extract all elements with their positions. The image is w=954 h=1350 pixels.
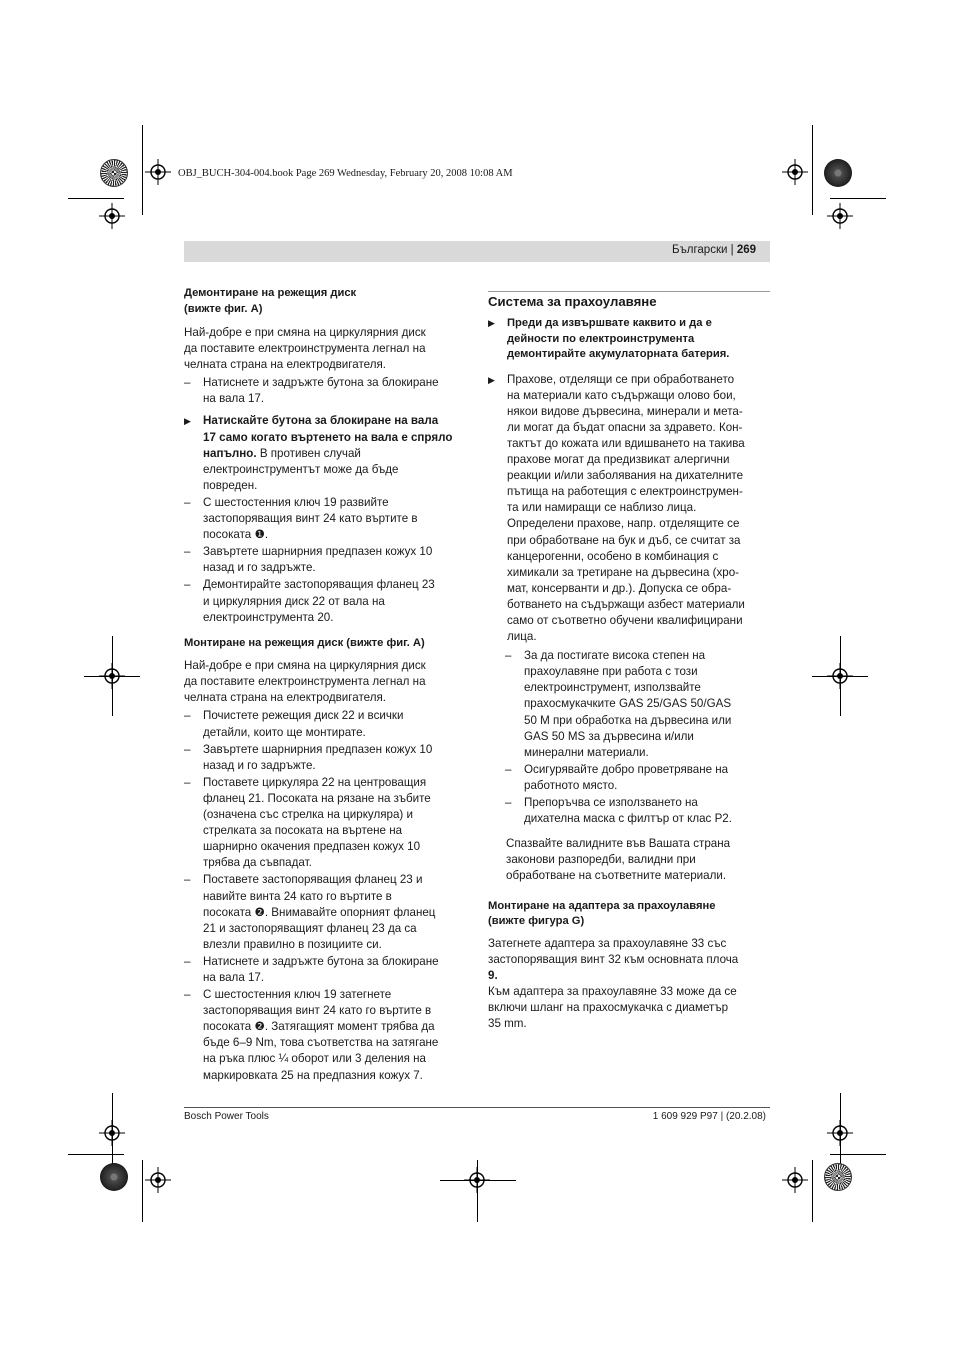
page-number: 269 bbox=[736, 244, 756, 256]
adapter-paragraph bbox=[488, 936, 772, 1033]
list-item-text bbox=[203, 872, 469, 952]
text-line: (означена със стрелка на циркуляра) и bbox=[203, 808, 413, 822]
text-line: обработване на съответните материали. bbox=[506, 869, 727, 883]
footer-rule bbox=[184, 1107, 770, 1108]
text-line: В противен случай bbox=[259, 446, 361, 460]
text-line: прахосмукачките GAS 25/GAS 50/GAS bbox=[524, 697, 732, 711]
list-item bbox=[184, 375, 469, 407]
text-line: посоката ❶. bbox=[203, 528, 269, 542]
text-line: 21 и застопоряващият фланец 23 да са bbox=[203, 921, 417, 935]
text-line: демонтирайте акумулаторната батерия. bbox=[507, 348, 730, 361]
text-line: Преди да извършвате каквито и да е bbox=[507, 317, 712, 330]
text-line: на материали като съдържащи олово бои, bbox=[507, 388, 736, 402]
header-separator: | bbox=[730, 244, 734, 256]
text-line: Препоръчва се използването на bbox=[524, 796, 698, 810]
text-line: ли могат да бъдат опасни за здравето. Кон- bbox=[507, 420, 743, 434]
crop-mark bbox=[830, 198, 886, 199]
text-line: Натискайте бутона за блокиране на вала bbox=[203, 414, 439, 428]
text-line: GAS 50 MS за дървесина и/или bbox=[524, 729, 694, 743]
list-item bbox=[184, 544, 469, 576]
text-line: Демонтирайте застопоряващия фланец 23 bbox=[203, 578, 435, 592]
text-line: тактът до кожата или вдишването на такива bbox=[507, 436, 745, 450]
registration-rosette-icon bbox=[824, 159, 852, 187]
section-heading-dismount bbox=[184, 286, 469, 317]
dash-marker: – bbox=[184, 709, 191, 723]
list-item bbox=[184, 495, 469, 543]
text-line: назад и го задръжте. bbox=[203, 758, 316, 772]
print-info-line: OBJ_BUCH-304-004.book Page 269 Wednesday, February 20, 2008 10:08 AM bbox=[178, 168, 513, 179]
warning-text bbox=[507, 372, 772, 646]
text-line: Почистете режещия диск 22 и всички bbox=[203, 709, 404, 723]
text-line: химикали за третиране на дървесина (хро- bbox=[507, 565, 740, 579]
text-line: да поставите електроинструмента легнал на bbox=[184, 675, 426, 689]
text-line: дихателна маска с филтър от клас P2. bbox=[524, 812, 732, 826]
registration-target-icon bbox=[99, 203, 125, 229]
text-line: 50 M при обработка на дървесина или bbox=[524, 713, 732, 727]
triangle-bullet-icon: ▶ bbox=[488, 374, 495, 385]
text-line: детайли, които ще монтирате. bbox=[203, 725, 366, 739]
registration-target-icon bbox=[782, 159, 808, 185]
registration-target-icon bbox=[827, 203, 853, 229]
text-line: Натиснете и задръжте бутона за блокиране bbox=[203, 376, 439, 390]
text-line: Спазвайте валидните във Вашата страна bbox=[506, 837, 731, 851]
text-line: С шестостенния ключ 19 затегнете bbox=[203, 988, 392, 1002]
crop-mark bbox=[68, 198, 124, 199]
text-line: Осигурявайте добро проветряване на bbox=[524, 762, 729, 776]
registration-rosette-icon bbox=[824, 1163, 852, 1191]
dash-marker: – bbox=[184, 545, 191, 559]
crop-mark bbox=[142, 125, 143, 215]
warning-text bbox=[203, 413, 469, 493]
registration-target-icon bbox=[827, 1120, 853, 1146]
list-item-text bbox=[203, 375, 469, 407]
triangle-bullet-icon: ▶ bbox=[184, 416, 191, 427]
right-column bbox=[488, 294, 772, 1032]
text-line: пътища на работещия с електроинструмен- bbox=[507, 485, 743, 499]
text-line: на ръка плюс ¼ оборот или 3 деления на bbox=[203, 1052, 426, 1066]
text-line: прахове могат да предизвикат алергични bbox=[507, 453, 730, 467]
text-line: Завъртете шарнирния предпазен кожух 10 bbox=[203, 742, 433, 756]
text-line: Завъртете шарнирния предпазен кожух 10 bbox=[203, 545, 433, 559]
heading-line: Демонтиране на режещия диск bbox=[184, 287, 357, 299]
section-rule bbox=[488, 291, 770, 292]
crop-mark bbox=[812, 1160, 813, 1222]
text-line: посоката ❷. Внимавайте опорният фланец bbox=[203, 905, 436, 919]
text-line: електроинструмента 20. bbox=[203, 610, 334, 624]
text-line: С шестостенния ключ 19 развийте bbox=[203, 495, 389, 509]
dash-marker: – bbox=[184, 988, 191, 1002]
registration-target-icon bbox=[145, 159, 171, 185]
warning-item bbox=[184, 413, 469, 493]
text-line: някои видове дървесина, минерали и мета- bbox=[507, 404, 743, 418]
text-line: бъде 6–9 Nm, това съответства на затягане bbox=[203, 1036, 439, 1050]
registration-rosette-icon bbox=[100, 159, 128, 187]
paragraph-intro bbox=[184, 325, 469, 373]
left-column bbox=[184, 286, 469, 1084]
text-line: електроинструментът може да бъде bbox=[203, 462, 399, 476]
list-item bbox=[184, 742, 469, 774]
warning-item bbox=[488, 372, 772, 646]
list-item bbox=[184, 954, 469, 986]
text-line: маркировката 25 на предпазния кожух 7. bbox=[203, 1068, 423, 1082]
list-item bbox=[184, 708, 469, 740]
text-line: минерални материали. bbox=[524, 745, 649, 759]
text-line: прахоулавяне при работа с този bbox=[524, 665, 698, 679]
list-item bbox=[505, 795, 772, 827]
crop-mark bbox=[68, 1154, 124, 1155]
warning-text bbox=[507, 316, 772, 363]
text-line: застопоряващия винт 24 като го въртите в bbox=[203, 1004, 432, 1018]
registration-rosette-icon bbox=[100, 1163, 128, 1191]
list-item-text bbox=[203, 775, 469, 872]
text-line: застопоряващия винт 24 като въртите в bbox=[203, 512, 418, 526]
text-line: и циркулярния диск 22 от вала на bbox=[203, 594, 385, 608]
dash-marker: – bbox=[184, 775, 191, 789]
text-line: назад и го задръжте. bbox=[203, 561, 316, 575]
text-line: Затегнете адаптера за прахоулавяне 33 със bbox=[488, 936, 727, 950]
section-heading-mount: Монтиране на режещия диск (вижте фиг. A) bbox=[184, 636, 425, 649]
dash-marker: – bbox=[184, 742, 191, 756]
heading-line: (вижте фигура G) bbox=[488, 915, 585, 927]
list-item-text bbox=[203, 577, 469, 625]
list-item-text bbox=[203, 544, 469, 576]
dash-marker: – bbox=[184, 954, 191, 968]
list-item-text bbox=[524, 648, 772, 761]
text-line: на вала 17. bbox=[203, 970, 265, 984]
text-line: работното място. bbox=[524, 778, 618, 792]
registration-target-icon bbox=[827, 663, 853, 689]
text-line: при обработване на бук и дъб, се считат за bbox=[507, 533, 741, 547]
text-line: шарнирно окачения предпазен кожух 10 bbox=[203, 840, 421, 854]
text-line: да поставите електроинструмента легнал на bbox=[184, 342, 426, 356]
registration-target-icon bbox=[464, 1167, 490, 1193]
text-line: законови разпоредби, валидни при bbox=[506, 853, 696, 867]
footer-doc-number: 1 609 929 P97 | (20.2.08) bbox=[652, 1111, 766, 1122]
text-line: фланец 21. Посоката на рязане на зъбите bbox=[203, 791, 431, 805]
text-line: електроинструмент, използвайте bbox=[524, 681, 701, 695]
text-line: челната страна на електродвигателя. bbox=[184, 691, 386, 705]
text-line: мат, консерванти и др.). Допуска се обра- bbox=[507, 581, 732, 595]
text-line: та или намиращи се наблизо лица. bbox=[507, 501, 697, 515]
dash-marker: – bbox=[505, 649, 512, 663]
text-line: Определени прахове, напр. отделящите се bbox=[507, 517, 740, 531]
list-item-text bbox=[203, 954, 469, 986]
section-title-dust: Система за прахоулавяне bbox=[488, 294, 657, 309]
text-line: 17 само когато въртенето на вала е спряло bbox=[203, 430, 453, 444]
text-line: включи шланг на прахосмукачка с диаметър bbox=[488, 1000, 729, 1014]
list-item bbox=[184, 775, 469, 872]
text-line: стрелката за посоката на въртене на bbox=[203, 824, 403, 838]
list-item-text bbox=[203, 495, 469, 543]
heading-line: (вижте фиг. A) bbox=[184, 302, 263, 315]
section-heading-adapter bbox=[488, 899, 772, 930]
list-item bbox=[505, 762, 772, 794]
registration-target-icon bbox=[782, 1167, 808, 1193]
text-line: Към адаптера за прахоулавяне 33 може да се bbox=[488, 984, 737, 998]
text-line: ботването на съдържащи азбест материали bbox=[507, 597, 745, 611]
text-line: Най-добре е при смяна на циркулярния диск bbox=[184, 659, 426, 673]
text-line: влезли правилно в позициите си. bbox=[203, 937, 382, 951]
text-line: лица. bbox=[507, 630, 537, 644]
text-line: Прахове, отделящи се при обработването bbox=[507, 372, 735, 386]
list-item bbox=[505, 648, 772, 761]
dash-marker: – bbox=[505, 762, 512, 776]
list-item bbox=[184, 577, 469, 625]
list-item-text bbox=[203, 742, 469, 774]
list-item-text bbox=[203, 987, 469, 1084]
text-line: За да постигате висока степен на bbox=[524, 649, 706, 663]
text-line: Най-добре е при смяна на циркулярния диск bbox=[184, 326, 426, 339]
text-line: Поставете застопоряващия фланец 23 и bbox=[203, 873, 423, 887]
list-item-text bbox=[524, 762, 772, 794]
text-line: навийте винта 24 като го въртите в bbox=[203, 889, 392, 903]
text-line: трябва да съвпадат. bbox=[203, 856, 312, 870]
list-item-text bbox=[203, 708, 469, 740]
list-item bbox=[184, 872, 469, 952]
text-line: челната страна на електродвигателя. bbox=[184, 358, 386, 372]
heading-line: Монтиране на адаптера за прахоулавяне bbox=[488, 899, 716, 912]
footer-brand: Bosch Power Tools bbox=[184, 1111, 269, 1122]
regulations-paragraph bbox=[488, 836, 772, 884]
registration-target-icon bbox=[99, 663, 125, 689]
paragraph-intro bbox=[184, 658, 469, 706]
header-language: Български bbox=[672, 244, 728, 256]
dash-marker: – bbox=[184, 578, 191, 592]
registration-target-icon bbox=[99, 1120, 125, 1146]
crop-mark bbox=[812, 125, 813, 215]
list-item-text bbox=[524, 795, 772, 827]
text-line: 9. bbox=[488, 968, 498, 982]
text-line: посоката ❷. Затягащият момент трябва да bbox=[203, 1020, 435, 1034]
dash-marker: – bbox=[184, 873, 191, 887]
registration-target-icon bbox=[145, 1167, 171, 1193]
text-line: реакции и/или заболявания на дихателните bbox=[507, 469, 744, 483]
text-line: 35 mm. bbox=[488, 1016, 527, 1030]
text-line: дейности по електроинструмента bbox=[507, 332, 695, 345]
dash-marker: – bbox=[184, 495, 191, 509]
triangle-bullet-icon: ▶ bbox=[488, 318, 495, 329]
text-line: на вала 17. bbox=[203, 392, 265, 406]
text-line: само от съответно обучени квалифицирани bbox=[507, 614, 743, 627]
page-header-band bbox=[184, 241, 770, 262]
dash-marker: – bbox=[184, 376, 191, 390]
dash-marker: – bbox=[505, 796, 512, 810]
crop-mark bbox=[830, 1154, 886, 1155]
text-line: Поставете циркуляра 22 на центроващия bbox=[203, 775, 427, 789]
warning-item bbox=[488, 316, 772, 363]
text-line: застопоряващия винт 32 към основната плоча bbox=[488, 952, 739, 966]
sub-list bbox=[488, 648, 772, 827]
text-line: повреден. bbox=[203, 478, 258, 492]
text-line: Натиснете и задръжте бутона за блокиране bbox=[203, 954, 439, 968]
page-header bbox=[672, 244, 756, 256]
crop-mark bbox=[142, 1160, 143, 1222]
list-item bbox=[184, 987, 469, 1084]
text-line: канцерогенни, особено в комбинация с bbox=[507, 549, 719, 563]
text-line: напълно. bbox=[203, 446, 257, 460]
